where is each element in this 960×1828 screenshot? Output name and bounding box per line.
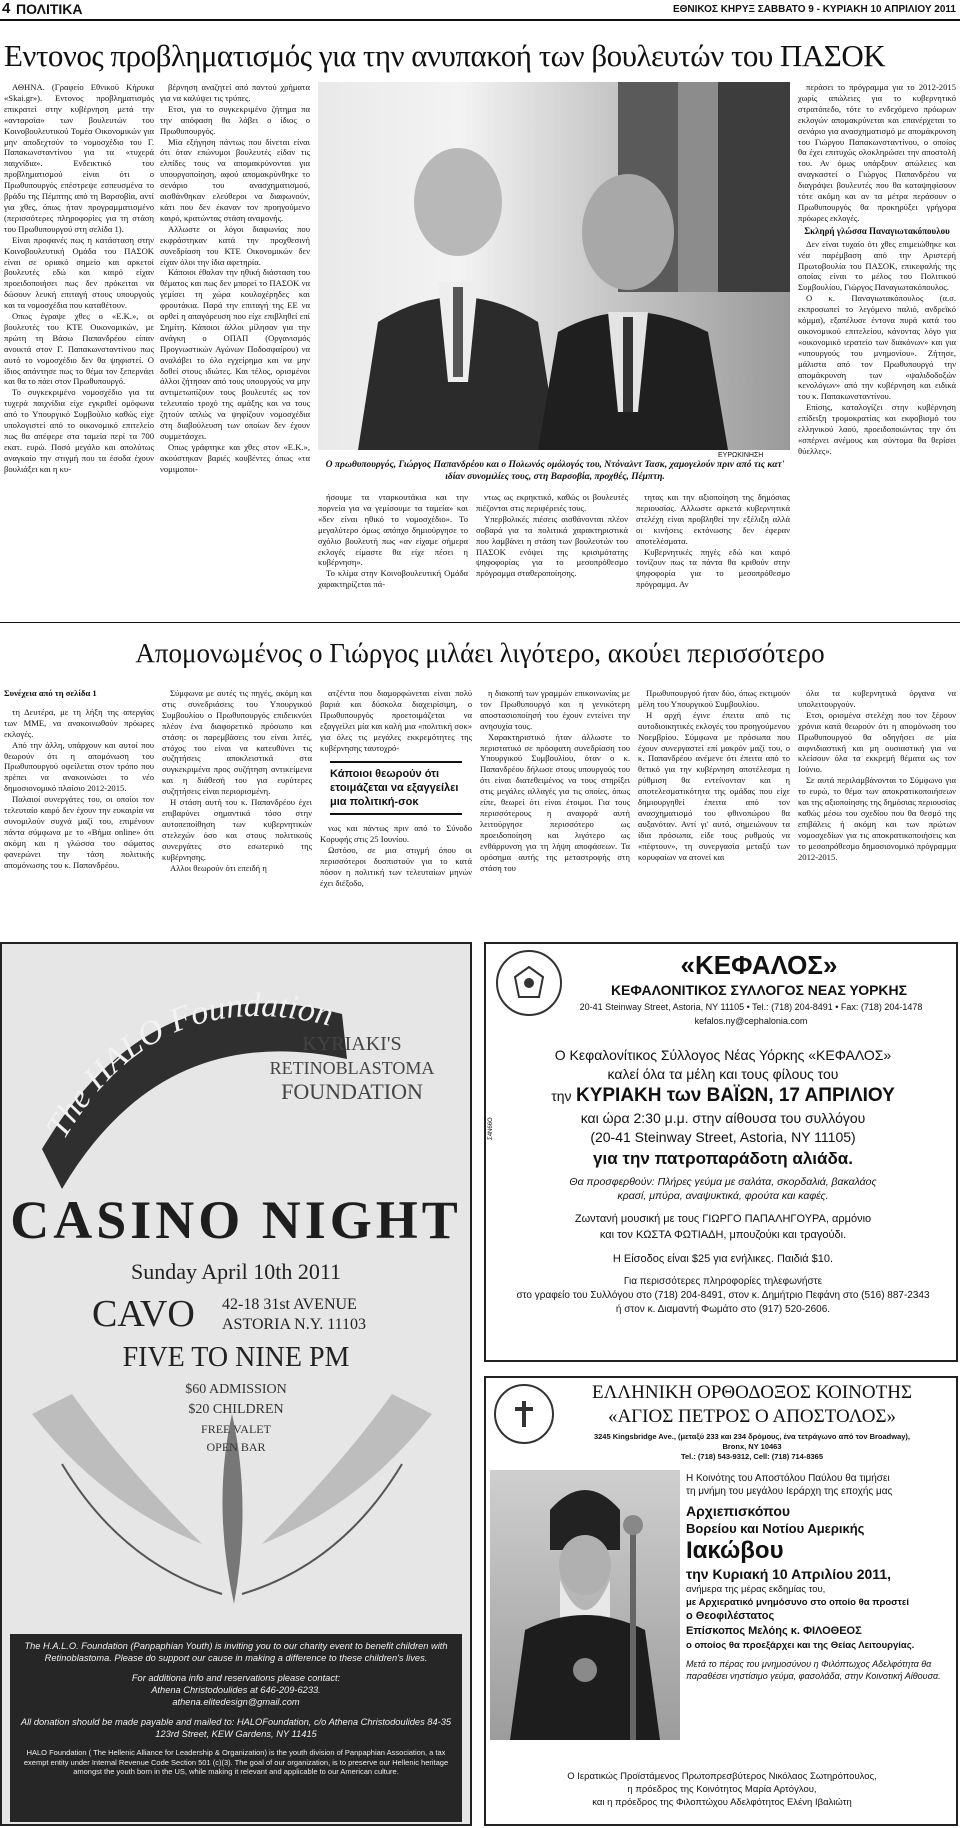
article1-col6 <box>798 82 956 614</box>
church-title1: ΕΛΛΗΝΙΚΗ ΟΡΘΟΔΟΞΟΣ ΚΟΙΝΟΤΗΣ <box>591 1382 912 1403</box>
paragraph: περάσει το πρόγραμμα για το 2012-2015 χωρίς απώλειες για το κυβερνητικό στρατόπεδο, τότε το ενδεχόμενο πρόωρων εκλογών απομακρύνεται και επανέρχεται το σενάριο για ανασχηματισμό με απομάκρυνση του Γιώργου Παπακωνσταντίνου, ο οποίος θα έχει επιτυχώς ολοκληρώσει την αποστολή του. Αν όμως υπάρξουν απώλειες και αναγκαστεί ο Γιώργος Παπανδρέου να διαγράψει βουλευτές που θα καταψηφίσουν τότε ακόμη και αν τα μέτρα περάσουν ο Πρωθυπουργός θα προκηρύξει γρήγορα πρόωρες εκλογές. <box>798 82 956 223</box>
paragraph: Κυβερνητικές πηγές εδώ και καιρό τονίζουν πως τα πάντα θα κριθούν στην ψηφοφορία για το μεσοπρόθεσμο πρόγραμμα. Αν <box>636 546 790 590</box>
halo-time: FIVE TO NINE PM <box>122 1342 350 1373</box>
paragraph: Σύμφωνα με αυτές τις πηγές, ακόμη και στις συνεδριάσεις του Υπουργικού Συμβουλίου ο Πρωθυπουργός επιδεικνύει πλέον ένα διαφορετικό πρόσωπο και στάση: οι παρεμβάσεις του είναι λιτές, στόχος του είναι να κατευθύνει τις συζητήσεις αποκλειστικά στα συγκεκριμένα προς συζήτηση αντικείμενα και η διάθεσή του για ευρύτερες συζητήσεις είναι περιορισμένη. <box>162 688 312 797</box>
continued-label: Συνέχεια από τη σελίδα 1 <box>4 688 97 698</box>
paragraph: ΑΘΗΝΑ. (Γραφείο Εθνικού Κήρυκα «Skai.gr»). Εντονος προβληματισμός επικρατεί στην κυβέρνηση μετά την «ανταρσία» των βουλευτών του Κοινοβουλευτικού Τομέα Οικονομικών για μην αποδεχτούν το νομοσχέδιο του Γ. Παπακωνσταντίνου για τα «τυχερά παιχνίδια». Ενδεικτικό του προβληματισμού είναι ότι ο Πρωθυπουργός επέστρεψε εσπευσμένα το βράδυ της Πέμπτης από τη Βαρσοβία, αντί για χθες, όπως ήταν προγραμματισμένο (περισσότερες πληροφορίες για τη στάση του Πρωθυπουργού στη σελίδα 1). <box>4 82 154 234</box>
church-b1: Ο Ιερατικώς Προϊστάμενος Πρωτοπρεσβύτερος Νικόλαος Σωτηρόπουλος, <box>567 1771 877 1782</box>
halo-right-title-mid: RETINOBLASTOMA <box>269 1058 435 1078</box>
halo-venue: CAVO <box>92 1293 195 1335</box>
halo-donation: All donation should be made payable and mailed to: HALOFoundation, c/o Athena Christodoulides 84-35 123rd Street, KEW Gardens, NY 11415 <box>20 1717 452 1739</box>
paragraph: νως και πάντως πριν από το Σύνοδο Κορυφής στις 25 Ιουνίου. <box>320 823 472 845</box>
halo-right-title-bot: FOUNDATION <box>281 1079 423 1104</box>
page-number: 4 <box>2 0 11 17</box>
halo-ad <box>0 942 472 1826</box>
article2-col1 <box>4 688 154 938</box>
halo-invite: The H.A.L.O. Foundation (Panpaphian Youth) is inviting you to our charity event to benefit children with Retinoblastoma. Please do support our cause in making a difference to these children's lives. <box>24 1641 448 1663</box>
paragraph: Υπερβολικές πιέσεις αισθάνονται πλέον σοβαρά για τα πολιτικά χαρακτηριστικά που λαμβάνει η στάση των βουλευτών του ΠΑΣΟΚ ενόψει της κρισιμότατης ψηφοφορίας για το μεσοπρόθεσμο πρόγραμμα σταθεροποίησης. <box>476 513 628 579</box>
paragraph: Κάποιοι έθαλαν την ηθική διάσταση του θέματος και πως δεν μπορεί το ΠΑΣΟΚ να γεμίσει τη χώρα κουλοχέρηδες και φρουτάκια. Παρά την επιταγή της ΕΕ να αρθεί η απαγόρευση που είχε επιβληθεί επί Σημίτη. Κάποιοι άλλοι μίλησαν για την ανάγκη ο ΟΠΑΠ (Οργανισμός Προγνωστικών Αγώνων Ποδοσφαίρου) να αναλάβει το όλο εγχείρημα και να μην δοθεί στους ιδιώτες. Και τέλος, ορισμένοι άλλοι ζήτησαν από τους υπουργούς να μην αντιμετωπίζουν τους βουλευτές ως τον τελευταίο τροχό της αμάξης και να τους ζητούν απλώς να ψηφίζουν νομοσχέδια στη διαβούλευση των οποίων δεν έχουν συμμετάσχει. <box>160 267 310 441</box>
kefalos-title: «ΚΕΦΑΛΟΣ» <box>680 950 838 980</box>
paragraph: Παλαιοί συνεργάτες του, οι οποίοι τον τελευταίο καιρό δεν έχουν την ευκαιρία να συνομιλούν συχνά μαζί του, επιμένουν πάντα σύμφωνα με το «Βήμα online» ότι ακόμη και η γλώσσα του σώματος φανερώνει την τάση πολιτικής απομόνωσης του κ. Παπανδρέου. <box>4 794 154 870</box>
church-logo <box>494 1384 554 1444</box>
halo-price4: OPEN BAR <box>206 1440 266 1454</box>
church-tel: Tel.: (718) 543-9312, Cell: (718) 714-8365 <box>680 1452 824 1461</box>
masthead-rule <box>0 19 960 21</box>
halo-price3: FREE VALET <box>201 1422 271 1436</box>
halo-addr1: 42-18 31st AVENUE <box>222 1296 357 1313</box>
halo-arc-title: The HALO Foundation <box>39 986 337 1145</box>
paragraph: Ο κ. Παναγιωτακόπουλος (α.σ. εκπροσωπεί το λεγόμενο παλιό, ανδρεϊκό κόμμα), εξαπέλυσε έντονα πυρά κατά του οικονομικού επιτελείου, κάνοντας λόγο για «οικονομικό ιερατείο των διακόνων» και για «υπουργούς του μνημονίου». Ζήτησε, μάλιστα από τον Πρωθυπουργό την απομάκρυνση των «ψαλιδοδοξών κενολόγων» από την κυβέρνηση και ειδικά του κ. Παπακωνσταντίνου. <box>798 293 956 402</box>
kefalos-subtitle: ΚΕΦΑΛΟΝΙΤΙΚΟΣ ΣΥΛΛΟΓΟΣ ΝΕΑΣ ΥΟΡΚΗΣ <box>610 982 908 998</box>
kefalos-l4: και ώρα 2:30 μ.μ. στην αίθουσα του συλλόγου <box>580 1110 866 1126</box>
article2-col6 <box>798 688 956 938</box>
kefalos-l2: καλεί όλα τα μέλη και τους φίλους του <box>607 1066 839 1082</box>
article2-col3 <box>320 688 472 938</box>
church-t9: ο Θεοφιλέστατος <box>686 1610 775 1622</box>
side-code: Σ4Ν66Ο <box>488 1117 494 1140</box>
paragraph: βέρνηση αναζητεί από παντού χρήματα για να καλύψει τις τρύπες. <box>160 82 310 103</box>
article1-col5 <box>636 492 790 614</box>
paragraph: Η αρχή έγινε έπειτα από τις αυτοδιοικητικές εκλογές του προηγούμενου Νοεμβρίου. Σύμφωνα με πρόσωπα που έχουν συνεργαστεί επί μακρόν μαζί του, ο κ. Παπανδρέου ανέμενε ότι έπειτα από το θετικό για την κυβέρνηση αποτέλεσμα η ρύθμιση θα εντείνονταν και η αποτελεσματικότητα της ομάδας που είχε δημιουργηθεί έπειτα από τον ανασχηματισμό του φθινοπώρου θα αυξανόταν. Αντί γι' αυτό, σημειώνουν τα ίδια πρόσωπα, είδε τους ρυθμούς να «πέφτουν», τη συνεργασία μεταξύ των κορυφαίων να ατονεί και <box>638 709 790 862</box>
halo-price1: $60 ADMISSION <box>185 1382 287 1397</box>
church-t10: Επίσκοπος Μελόης κ. ΦΙΛΟΘΕΟΣ <box>686 1625 862 1637</box>
paragraph: Σε αυτά περιλαμβάνονται το Σύμφωνο για το ευρώ, το θέμα των αποκρατικοποιήσεων και της αξιοποίησης της δημόσιας περιουσίας καθώς μέσω του σχεδίου που θα θεσμό της επιβάλεις ή ακόμη και των πρώτων νομοσχεδίων για τις αποκρατικοποιήσεις και το μεσοπρόθεσμο δημοσιονομικό πρόγραμμα 2012-2015. <box>798 775 956 862</box>
paragraph: Είναι προφανές πως η κατάσταση στην Κοινοβουλευτική Ομάδα του ΠΑΣΟΚ είναι σε οριακό σημείο και αρκετοί βουλευτές εδώ και καιρό είχαν προειδοποιήσει πως δεν πρόκειται να δώσουν λευκή επιταγή στους υπουργούς και τα νομοσχέδια που καταθέτουν. <box>4 234 154 311</box>
church-title2: «ΑΓΙΟΣ ΠΕΤΡΟΣ Ο ΑΠΟΣΤΟΛΟΣ» <box>607 1406 897 1427</box>
article2-headline: Απομονωμένος ο Γιώργος μιλάει λιγότερο, ακούει περισσότερο <box>135 638 825 668</box>
paragraph: Οπως έγραψε χθες ο «Ε.Κ.», οι βουλευτές του ΚΤΕ Οικονομικών, με πρώτη τη Βάσω Παπανδρέου είπαν ανοικτά στον Γ. Παπακωνσταντίνου πως αυτό το νομοσχέδιο δεν θα ψηφιστεί. Ο ίδιος απάντησε πως το θέμα τον ξεπερνάει και θα το πάει στον Πρωθυπουργό. <box>4 311 154 387</box>
halo-addr2: ASTORIA N.Y. 11103 <box>222 1316 367 1333</box>
paragraph: Δεν είναι τυχαίο ότι χθες επιμειώθηκε και νέα παρέμβαση από την Αριστερή Πρωτοβουλία του ΠΑΣΟΚ, επικεφαλής της οποίας είναι το μέλος του Πολιτικού Συμβουλίου, Γιώργος Παναγιωτακόπουλος. <box>798 238 956 293</box>
church-ad <box>484 1376 958 1826</box>
halo-event: CASINO NIGHT <box>10 1190 462 1250</box>
kefalos-l10: και τον ΚΩΣΤΑ ΦΩΤΙΑΔΗ, μπουζούκι και τραγούδι. <box>599 1229 847 1241</box>
paragraph: ατζέντα που διαμορφώνεται είναι πολύ βαριά και δύσκολα διαχειρίσιμη, ο Πρωθυπουργός προετοιμάζεται να εξαγγείλει μία και καλή μια «πολιτική σοκ» για όλες τις μεγάλες εκκρεμότητες της κυβέρνησης ταυτοχρό- <box>320 688 472 753</box>
archbishop-illustration <box>490 1470 680 1740</box>
kefalos-email: kefalos.ny@cephalonia.com <box>694 1016 808 1026</box>
kefalos-l9: Ζωντανή μουσική με τους ΓΙΩΡΓΟ ΠΑΠΑΛΗΓΟΥΡΑ, αρμόνιο <box>574 1213 872 1225</box>
photo-credit: ΕΥΡΩΚΙΝΗΣΗ <box>718 452 764 459</box>
halo-price2: $20 CHILDREN <box>188 1402 284 1417</box>
kefalos-body <box>490 1046 956 1317</box>
halo-date: Sunday April 10th 2011 <box>130 1259 342 1284</box>
halo-info-box <box>10 1634 462 1822</box>
cross-icon <box>507 1397 541 1431</box>
kefalos-l7: Θα προσφερθούν: Πλήρες γεύμα με σαλάτα, σκορδαλιά, βακαλάος <box>569 1176 877 1188</box>
paragraph: Από την άλλη, υπάρχουν και αυτοί που θεωρούν ότι η απομόνωση του Πρωθυπουργού οφείλεται στον τρόπο που πρέπει να ανακοινώσει το νέο δημοσιονομικό πλαίσιο 2012-2015. <box>4 739 154 794</box>
church-t3: Αρχιεπισκόπου <box>686 1503 791 1519</box>
paragraph: Ετσι, ορισμένα στελέχη που τον ξέρουν χρόνια κατά θεωρούν ότι η απομόνωση του Πρωθυπουργού θα οδηγήσει σε μία αιφνιδιαστική και μη ουσιαστική για να κλείσουν όλα τα εκκρεμή θέματα ως τον Ιούνιο. <box>798 709 956 775</box>
halo-right-title-top: KYRIAKI'S <box>302 1033 402 1055</box>
kefalos-l6: για την πατροπαράδοτη αλιάδα. <box>593 1149 853 1168</box>
pull-quote: Κάποιοι θεωρούν ότι ετοιμάζεται να εξαγγείλει μια πολιτική-σοκ <box>330 761 462 815</box>
photo-caption: Ο πρωθυπουργός, Γιώργος Παπανδρέου και ο Πολωνός ομόλογός του, Ντόναλντ Τασκ, χαμογελούν πριν από τις κατ' ιδίαν συνομιλίες τους, στη Βαρσοβία, προχθές, Πέμπτη. <box>325 460 785 482</box>
kefalos-l3-date: ΚΥΡΙΑΚΗ των ΒΑΪΩΝ, 17 ΑΠΡΙΛΙΟΥ <box>575 1085 895 1106</box>
paragraph: όλα τα κυβερνητικά όργανα να υπολειτουργούν. <box>798 688 956 709</box>
church-t5: Ιακώβου <box>686 1537 784 1564</box>
article2-col5 <box>638 688 790 938</box>
paragraph: τη Δευτέρα, με τη λήξη της απεργίας των ΜΜΕ, να ανακοινωθούν πρόωρες εκλογές. <box>4 706 154 739</box>
article1-col2 <box>160 82 310 612</box>
halo-contact1: For additiona info and reservations please contact: <box>131 1673 341 1683</box>
paragraph: Αλλωστε οι λόγοι διαφωνίας που εκφράστηκαν κατά την προχθεσινή συνεδρίαση του ΚΤΕ Οικονομικών δεν είχαν όλοι την ίδια αφετηρία. <box>160 223 310 267</box>
article2-col4b <box>480 688 630 938</box>
church-t7: ανήμερα της μέρας εκδημίας του, <box>686 1584 826 1595</box>
church-t11: ο οποίος θα προεξάρχει και της Θείας Λειτουργίας. <box>686 1640 915 1651</box>
church-body <box>686 1472 954 1682</box>
section-title: ΠΟΛΙΤΙΚΑ <box>16 1 83 17</box>
kefalos-l14: ή στον κ. Διαμαντή Φωμάτο στο (917) 520-2606. <box>615 1304 831 1315</box>
paragraph: Το κλίμα στην Κοινοβουλευτική Ομάδα χαρακτηρίζεται πά- <box>318 568 468 590</box>
paragraph: η διακοπή των γραμμών επικοινωνίας με τον Πρωθυπουργό και η γενικότερη αποστασιοποίησή του έχουν εντείνει την ανησυχία τους. <box>480 688 630 731</box>
church-addr1: 3245 Kingsbridge Ave., (μεταξύ 233 και 234 δρόμους, ένα τετράγωνο από τον Broadway), <box>593 1432 911 1441</box>
article1-col3 <box>318 492 468 614</box>
paragraph: Η στάση αυτή του κ. Παπανδρέου έχει επιβαρύνει σημαντικά τόσο στην αυτοπεποίθηση των κυβερνητικών στελεχών όσο και στους πολιτικούς συνεργάτες στο εσωτερικό της κυβέρνησης. <box>162 797 312 862</box>
kefalos-l13: στο γραφείο του Συλλόγου στο (718) 204-8491, στον κ. Δημήτριο Πεφάνη στο (516) 887-2343 <box>516 1290 930 1301</box>
paragraph: Το συγκεκριμένο νομοσχέδιο για τα τυχερά παιχνίδια είχε εγκριθεί ομόφωνα από το Υπουργικό Συμβούλιο καθώς είχε υπολογιστεί από το οικονομικό επιτελείο πως θα απέφερε στα ταμεία περί τα 700 εκατ. ευρώ. Ποσό μεγάλο και απολύτως αναγκαίο την στιγμή που τα έσοδα έχουν βουλιάξει και η κυ- <box>4 387 154 474</box>
paragraph: ήσουμε τα νταρκουτάκια και την πορνεία για να γεμίσουμε τα ταμεία» και «δεν είναι ηθικό το νομοσχέδιο». Το μεγαλύτερο όμως απόπχο δημιούργησε το σχόλιο βουλευτή πως «αν είχαμε σήμερα εκλογές είμαστε θα είχε πέσει η κυβέρνηση». <box>318 492 468 568</box>
kefalos-l12: Για περισσότερες πληροφορίες τηλεφωνήστε <box>623 1276 823 1287</box>
subhead: Σκληρή γλώσσα Παναγιωτακόπουλου <box>804 225 950 236</box>
paragraph: Χαρακτηριστικό ήταν άλλωστε το περιστατικό σε πρόσφατη συνεδρίαση του Υπουργικού Συμβουλίου, όταν ο κ. Παπανδρέου δήλωσε στους υπουργούς του ότι είναι διατεθειμένος να τους στηρίξει στις μεγάλες αλλαγές για τις οποίες, όπως είπε, θεωρεί ότι είναι έτοιμοι. Για τους περισσότερους η αναφορά αυτή λειτούργησε περισσότερο ως προειδοποίηση και λιγότερο ως ενθάρρυνση για τη λήψη αποφάσεων. Τα ορόσημα αυτής της μεταστροφής στη στάση του <box>480 731 630 873</box>
paragraph: ντως ως εκρηκτικό, καθώς οι βουλευτές πιέζονται στις περιφέρειές τους. <box>476 492 628 513</box>
church-t4: Βορείου και Νοτίου Αμερικής <box>686 1521 865 1536</box>
section-divider <box>0 622 960 623</box>
church-b3: και η πρόεδρος της Φιλοπτώχου Αδελφότητος Ελένη Ιβαλιώτη <box>592 1797 852 1808</box>
news-photo <box>318 82 790 450</box>
kefalos-l11: Η Είσοδος είναι $25 για ενήλικες. Παιδιά $10. <box>612 1253 834 1265</box>
church-addr2: Bronx, NY 10463 <box>722 1442 782 1451</box>
church-t8: με Αρχιερατικό μνημόσυνο στο οποίο θα προστεί <box>686 1597 910 1608</box>
halo-footer: HALO Foundation ( The Hellenic Alliance for Leadership & Organization) is the youth division of Panpaphian Association, a tax exempt entity under Internal Revenue Code Section 501 (c)(3). The goal of our organization, is to preserve our Hellenic heritage amongst the youth born in the US, while making it relevant and applicable to our American culture. <box>23 1748 449 1776</box>
archbishop-photo <box>490 1470 680 1740</box>
halo-right-title <box>252 1032 452 1104</box>
kefalos-ad <box>484 942 958 1362</box>
paragraph: Ωστόσο, σε μια στιγμή όπου οι περισσότεροι δυσπιστούν για το κατά πόσον η πολιτική των τελευταίων μηνών έχει διέξοδο, <box>320 845 472 888</box>
church-t1: Η Κοινότης του Αποστόλου Παύλου θα τιμήσει <box>686 1473 890 1484</box>
article1-headline: Εντονος προβληματισμός για την ανυπακοή των βουλευτών του ΠΑΣΟΚ <box>4 38 886 73</box>
church-t12: Μετά το πέρας του μνημοσύνου η Φιλόπτωχος Αδελφότητα θα παραθέσει νηστίσιμο γεύμα, φασολάδα, στην Κοινοτική Αίθουσα. <box>686 1659 941 1681</box>
halo-contact2: Athena Christodoulides at 646-209-6233. <box>151 1685 321 1695</box>
halo-contact3: athena.elitedesign@gmail.com <box>172 1697 300 1707</box>
kefalos-l5: (20-41 Steinway Street, Astoria, NY 11105) <box>590 1129 856 1145</box>
church-footer <box>490 1770 954 1809</box>
paragraph: Πρωθυπουργού ήταν δύο, όπως εκτιμούν μέλη του Υπουργικού Συμβουλίου. <box>638 688 790 709</box>
article1-col1 <box>4 82 154 612</box>
paragraph: Αλλοι θεωρούν ότι επειδή η <box>170 862 267 873</box>
kefalos-address: 20-41 Steinway Street, Astoria, NY 11105 • Tel.: (718) 204-8491 • Fax: (718) 204-1478 <box>579 1002 923 1012</box>
paragraph: Μία εξήγηση πάντως που δίνεται είναι ότι όταν επώνυμοι βουλευτές είδαν τις ελπίδες τους να απομακρύνονται για υπουργοποίηση, αφού απομακρύνθηκε το σενάριο του ανασχηματισμού, αισθάνθηκαν ελεύθεροι να διαφωνούν, κάτι που δεν έκαναν τον προηγούμενο καιρό, κρατώντας στάση αναμονής. <box>160 136 310 223</box>
church-t2: τη μνήμη του μεγάλου Ιεράρχη της εποχής μας <box>686 1486 893 1497</box>
paragraph: Ετσι, για το συγκεκριμένο ζήτημα πα την απόφαση θα λάβει ο ίδιος ο Πρωθυπουργός. <box>160 103 310 136</box>
kefalos-l3-pre: την <box>551 1088 572 1104</box>
paper-date: ΕΘΝΙΚΟΣ ΚΗΡΥΞ ΣΑΒΒΑΤΟ 9 - ΚΥΡΙΑΚΗ 10 ΑΠΡΙΛΙΟΥ 2011 <box>672 4 956 15</box>
church-b2: η πρόεδρος της Κοινότητος Μαρία Αρτόγλου, <box>627 1784 817 1795</box>
kefalos-l3 <box>490 1084 956 1109</box>
kefalos-l1: Ο Κεφαλονίτικος Σύλλογος Νέας Υόρκης «ΚΕΦΑΛΟΣ» <box>554 1047 892 1063</box>
kefalos-logo-icon <box>509 963 549 1003</box>
article2-col2 <box>162 688 312 938</box>
paragraph: τητας και την αξιοποίηση της δημόσιας περιουσίας. Αλλωστε αρκετά κυβερνητικά στελέχη είναι προβληθεί την εξέλιξη αλλά οι κινήσεις εκτόνωσης δεν έφεραν αποτελέσματα. <box>636 492 790 546</box>
paragraph: Οπως γράφτηκε και χθες στον «Ε.Κ.», ακούστηκαν βαριές κουβέντες όπως «τα νομιμοποι- <box>160 441 310 474</box>
kefalos-l8: κρασί, μπύρα, αναψυκτικά, φρούτα και καφές. <box>617 1190 829 1202</box>
church-t6: την Κυριακή 10 Απριλίου 2011, <box>686 1566 891 1582</box>
paragraph: Επίσης, καταλογίζει στην κυβέρνηση επίδειξη τρομοκρατίας και εκφοβισμό του ελληνικού λαού, προειδοποιώντας την ότι «σπέρνει ανέμους και σύντομα θα θερίσει θύελλες». <box>798 402 956 456</box>
photo-illustration <box>318 82 790 450</box>
article1-col4 <box>476 492 628 614</box>
